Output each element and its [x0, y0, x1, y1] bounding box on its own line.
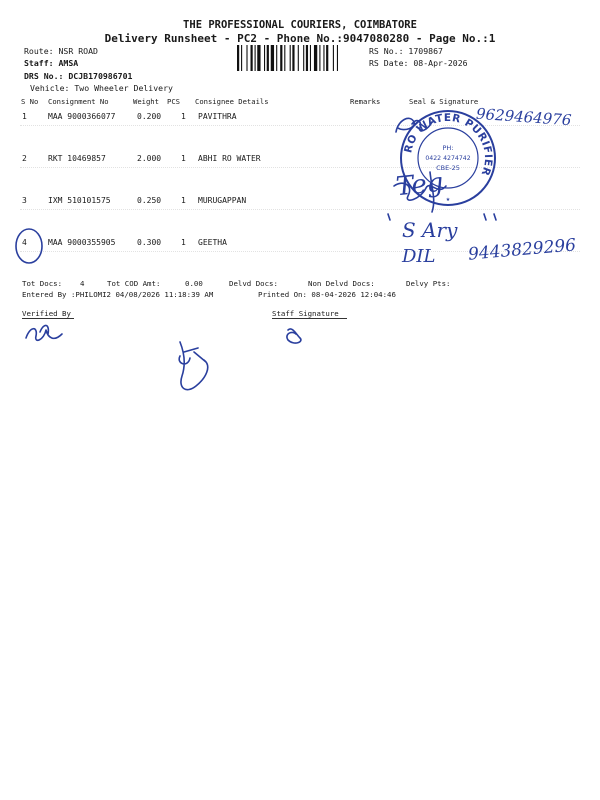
row-1-consignee: PAVITHRA [198, 112, 237, 121]
row-1-weight: 0.200 [137, 112, 162, 121]
row-3-sno: 3 [22, 196, 27, 205]
tot-docs-label: Tot Docs: [22, 279, 63, 288]
row-1-consignment: MAA 9000366077 [48, 112, 116, 121]
staff-signature [287, 329, 301, 343]
row-2-weight: 2.000 [137, 154, 162, 163]
row-4-weight: 0.300 [137, 238, 162, 247]
route-label: Route: NSR ROAD [24, 46, 98, 56]
verified-by-label: Verified By [22, 309, 71, 318]
stamp-ring-text: RO WATER PURIFIER [402, 111, 495, 178]
header-pcs: PCS [167, 97, 180, 106]
stamp-line-2: 0422 4274742 [425, 155, 471, 162]
company-title: THE PROFESSIONAL COURIERS, COIMBATORE [183, 19, 417, 31]
row-3-pcs: 1 [181, 196, 186, 205]
row-2-sno: 2 [22, 154, 27, 163]
row-1-pcs: 1 [181, 112, 186, 121]
header-sno: S No [21, 97, 39, 106]
runsheet-title: Delivery Runsheet - PC2 - Phone No.:9047080280 - Page No.:1 [104, 32, 496, 45]
stamp-line-1: PH: [442, 144, 454, 152]
rubber-stamp [398, 108, 498, 208]
row-4-pcs: 1 [181, 238, 186, 247]
handwritten-name-2: Teg [394, 167, 445, 203]
circle-mark [16, 229, 42, 263]
tot-cod-value: 0.00 [185, 279, 203, 288]
row-3-weight: 0.250 [137, 196, 162, 205]
delvy-pts-label: Delvy Pts: [406, 279, 451, 288]
verified-by-signature [26, 325, 62, 340]
handwritten-phone-1: 9629464976 [475, 104, 572, 130]
delvd-docs-label: Delvd Docs: [229, 279, 278, 288]
tot-docs-value: 4 [80, 279, 85, 288]
rs-number: RS No.: 1709867 [369, 46, 443, 56]
handwritten-phone-4: 9443829296 [467, 235, 577, 265]
non-delvd-docs-label: Non Delvd Docs: [308, 279, 375, 288]
row-4-sno: 4 [22, 238, 27, 247]
row-3-consignee: MURUGAPPAN [198, 196, 247, 205]
handwritten-note-4b: DIL [402, 246, 436, 267]
printed-on: Printed On: 08-04-2026 12:04:46 [258, 290, 396, 299]
stamp-line-3: CBE-25 [436, 164, 460, 172]
vehicle-label: Vehicle: Two Wheeler Delivery [30, 83, 173, 93]
row-2-pcs: 1 [181, 154, 186, 163]
row-4-consignee: GEETHA [198, 238, 227, 247]
large-signature [179, 342, 208, 390]
row-2-consignee: ABHI RO WATER [198, 154, 261, 163]
header-seal: Seal & Signature [409, 97, 479, 106]
staff-label: Staff: AMSA [24, 58, 79, 68]
tot-cod-label: Tot COD Amt: [107, 279, 161, 288]
row-1-sno: 1 [22, 112, 27, 121]
header-remarks: Remarks [350, 97, 381, 106]
row-4-consignment: MAA 9000355905 [48, 238, 116, 247]
header-consignment: Consignment No [48, 97, 109, 106]
handwritten-note-4a: S Ary [402, 218, 458, 242]
row-2-consignment: RKT 10469857 [48, 154, 106, 163]
staff-signature-label: Staff Signature [272, 309, 339, 318]
entered-by: Entered By :PHILOMI2 04/08/2026 11:18:39 AM [22, 290, 214, 299]
row-3-consignment: IXM 510101575 [48, 196, 111, 205]
drs-number: DRS No.: DCJB170986701 [24, 71, 133, 81]
header-weight: Weight [133, 97, 159, 106]
rs-date: RS Date: 08-Apr-2026 [369, 58, 468, 68]
svg-text:★: ★ [445, 195, 451, 203]
header-consignee: Consignee Details [195, 97, 269, 106]
